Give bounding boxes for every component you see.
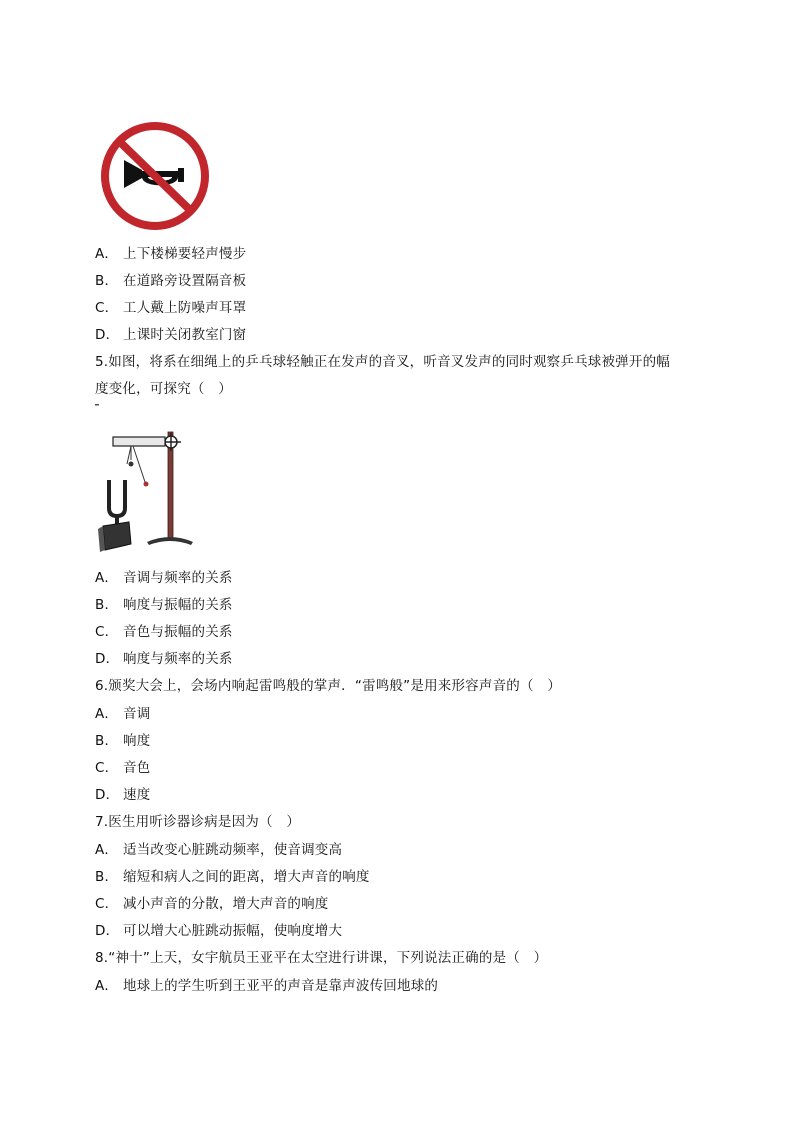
q5-option-c: C． 音色与振幅的关系 [95,624,233,640]
q6-option-a: A． 音调 [95,706,151,722]
q7-option-b: B． 缩短和病人之间的距离，增大声音的响度 [95,869,370,885]
q4-option-d: D． 上课时关闭教室门窗 [95,327,247,343]
q5-option-b: B． 响度与振幅的关系 [95,597,233,613]
q7-option-c: C． 减小声音的分散，增大声音的响度 [95,896,329,912]
no-horn-sign-image [98,120,214,232]
q6-option-c: C． 音色 [95,760,151,776]
q7-option-a: A． 适当改变心脏跳动频率，使音调变高 [95,842,343,858]
q5-stem-line1: 5.如图，将系在细绳上的乒乓球轻触正在发声的音叉，听音叉发声的同时观察乒乓球被弹开的幅 [95,354,670,370]
q4-option-b: B． 在道路旁设置隔音板 [95,273,247,289]
q5-option-d: D． 响度与频率的关系 [95,651,233,667]
q4-option-a: A． 上下楼梯要轻声慢步 [95,246,247,262]
q5-stem-line2: 度变化，可探究（ ） [95,381,232,397]
q7-stem: 7.医生用听诊器诊病是因为（ ） [95,814,301,830]
q4-option-c: C． 工人戴上防噪声耳罩 [95,300,247,316]
q6-option-d: D． 速度 [95,787,151,803]
q5-option-a: A． 音调与频率的关系 [95,570,233,586]
q7-option-d: D． 可以增大心脏跳动振幅，使响度增大 [95,923,343,939]
q6-option-b: B． 响度 [95,733,151,749]
q8-stem: 8.“神十”上天，女宇航员王亚平在太空进行讲课，下列说法正确的是（ ） [95,950,548,966]
q8-option-a: A． 地球上的学生听到王亚平的声音是靠声波传回地球的 [95,978,439,994]
q6-stem: 6.颁奖大会上，会场内响起雷鸣般的掌声．“雷鸣般”是用来形容声音的（ ） [95,678,562,694]
tuning-fork-apparatus-image [95,404,195,558]
